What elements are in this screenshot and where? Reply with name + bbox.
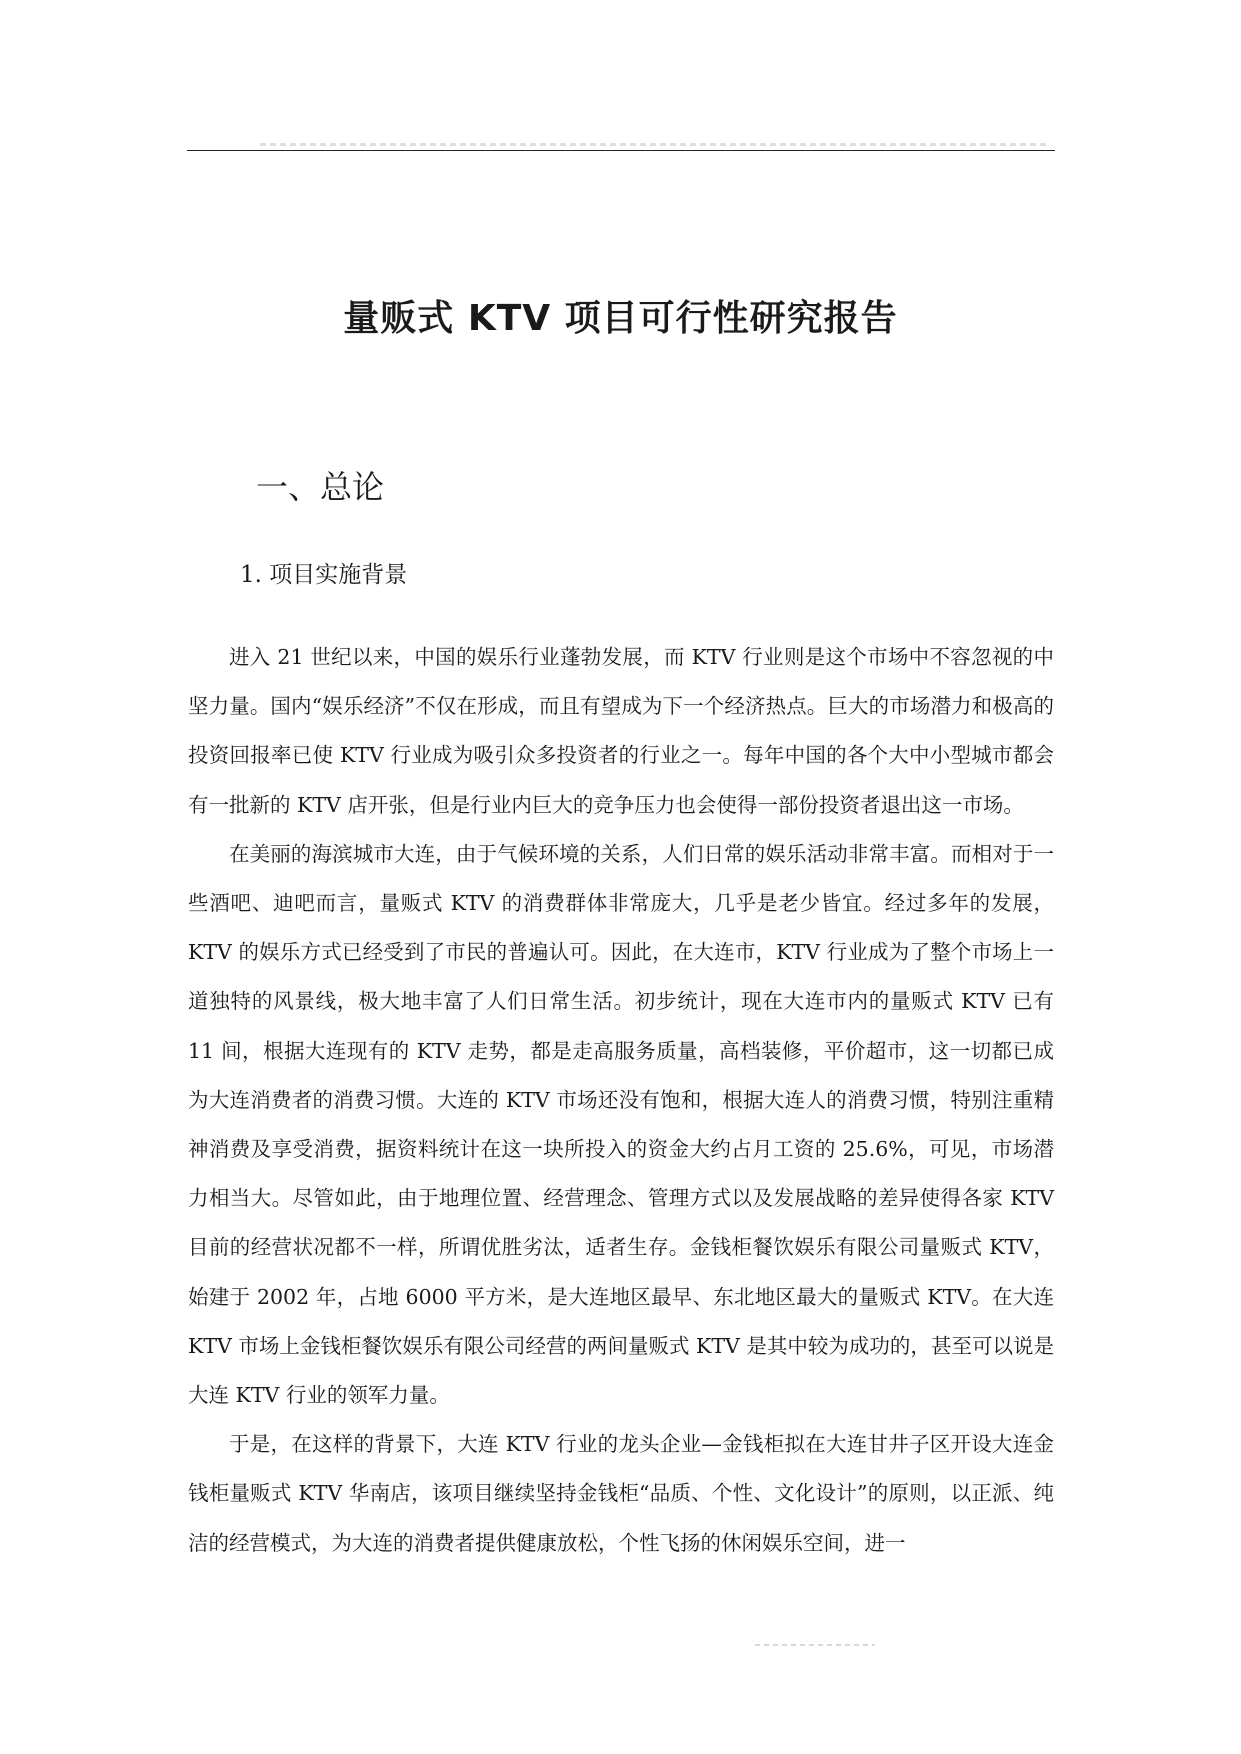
subsection-heading: 1. 项目实施背景 xyxy=(240,562,408,588)
body-text xyxy=(188,633,1054,1568)
footer-faint-text xyxy=(755,1644,875,1646)
paragraph: 于是，在这样的背景下，大连 KTV 行业的龙头企业—金钱柜拟在大连甘井子区开设大连金钱柜量贩式 KTV 华南店，该项目继续坚持金钱柜“品质、个性、文化设计”的原则，以正派、纯洁的经营模式，为大连的消费者提供健康放松，个性飞扬的休闲娱乐空间，进一 xyxy=(188,1432,1054,1555)
document-title: 量贩式 KTV 项目可行性研究报告 xyxy=(343,298,898,339)
header-rule xyxy=(187,150,1055,151)
paragraph: 在美丽的海滨城市大连，由于气候环境的关系，人们日常的娱乐活动非常丰富。而相对于一些酒吧、迪吧而言，量贩式 KTV 的消费群体非常庞大，几乎是老少皆宜。经过多年的发展，KTV 的娱乐方式已经受到了市民的普遍认可。因此，在大连市，KTV 行业成为了整个市场上一道独特的风景线，极大地丰富了人们日常生活。初步统计，现在大连市内的量贩式 KTV 已有 11 间，根据大连现有的 KTV 走势，都是走高服务质量，高档装修，平价超市，这一切都已成为大连消费者的消费习惯。大连的 KTV 市场还没有饱和，根据大连人的消费习惯，特别注重精神消费及享受消费，据资料统计在这一块所投入的资金大约占月工资的 25.6%，可见，市场潜力相当大。尽管如此，由于地理位置、经营理念、管理方式以及发展战略的差异使得各家 KTV 目前的经营状况都不一样，所谓优胜劣汰，适者生存。金钱柜餐饮娱乐有限公司量贩式 KTV，始建于 2002 年，占地 6000 平方米，是大连地区最早、东北地区最大的量贩式 KTV。在大连 KTV 市场上金钱柜餐饮娱乐有限公司经营的两间量贩式 KTV 是其中较为成功的，甚至可以说是大连 KTV 行业的领军力量。 xyxy=(188,841,1054,1408)
header-faint-text xyxy=(260,143,1050,146)
section-heading: 一、总论 xyxy=(256,468,385,506)
paragraph: 进入 21 世纪以来，中国的娱乐行业蓬勃发展，而 KTV 行业则是这个市场中不容忽视的中坚力量。国内“娱乐经济”不仅在形成，而且有望成为下一个经济热点。巨大的市场潜力和极高的投资回报率已使 KTV 行业成为吸引众多投资者的行业之一。每年中国的各个大中小型城市都会有一批新的 KTV 店开张，但是行业内巨大的竞争压力也会使得一部份投资者退出这一市场。 xyxy=(188,645,1054,817)
